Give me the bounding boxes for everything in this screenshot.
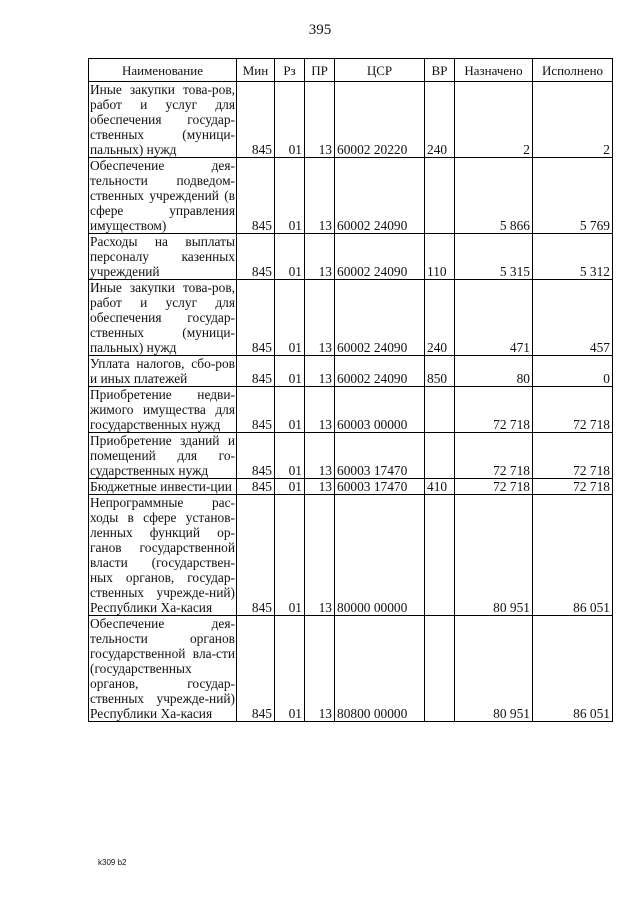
row-executed: 72 718: [533, 433, 613, 479]
row-min: 845: [237, 433, 275, 479]
row-rz: 01: [275, 356, 305, 387]
row-vr: 850: [425, 356, 455, 387]
row-pr: 13: [305, 495, 335, 616]
row-vr: 410: [425, 479, 455, 495]
row-executed: 5 312: [533, 234, 613, 280]
row-name: Уплата налогов, сбо-ров и иных платежей: [90, 356, 235, 386]
row-csr: 60002 24090: [335, 356, 425, 387]
row-csr: 60002 24090: [335, 234, 425, 280]
row-assigned: 471: [455, 280, 533, 356]
table-row: [89, 387, 613, 433]
row-csr: 60002 24090: [335, 158, 425, 234]
row-pr: 13: [305, 433, 335, 479]
table-row: [89, 616, 613, 722]
row-pr: 13: [305, 356, 335, 387]
header-min: Мин: [237, 59, 275, 82]
row-executed: 457: [533, 280, 613, 356]
row-executed: 5 769: [533, 158, 613, 234]
row-assigned: 72 718: [455, 479, 533, 495]
row-name: Иные закупки това-ров, работ и услуг для обеспечения государ-ственных (муници-пальных) нужд: [90, 82, 235, 157]
row-executed: 86 051: [533, 616, 613, 722]
row-pr: 13: [305, 616, 335, 722]
row-rz: 01: [275, 495, 305, 616]
budget-table: [88, 58, 613, 722]
header-rz: Рз: [275, 59, 305, 82]
row-rz: 01: [275, 234, 305, 280]
row-vr: 240: [425, 280, 455, 356]
table-row: [89, 158, 613, 234]
header-executed: Исполнено: [533, 59, 613, 82]
row-name: Бюджетные инвести-ции: [89, 479, 237, 495]
row-name: Иные закупки това-ров, работ и услуг для обеспечения государ-ственных (муници-пальных) нужд: [90, 280, 235, 355]
row-vr: [425, 158, 455, 234]
row-name: Расходы на выплаты персоналу казенных учреждений: [90, 234, 235, 279]
row-rz: 01: [275, 616, 305, 722]
row-executed: 72 718: [533, 479, 613, 495]
row-csr: 60002 20220: [335, 82, 425, 158]
row-name: Непрограммные рас-ходы в сфере установ-ленных функций ор-ганов государственной власти (государствен-ных органов, государ-ственных учрежде-ний) Республики Ха-касия: [90, 495, 235, 615]
table-header-row: [89, 59, 613, 82]
row-min: 845: [237, 495, 275, 616]
table-row: [89, 280, 613, 356]
row-assigned: 5 866: [455, 158, 533, 234]
row-csr: 60003 17470: [335, 479, 425, 495]
row-assigned: 2: [455, 82, 533, 158]
page-number: 395: [308, 22, 332, 38]
row-csr: 60003 00000: [335, 387, 425, 433]
row-assigned: 80: [455, 356, 533, 387]
row-rz: 01: [275, 82, 305, 158]
row-pr: 13: [305, 479, 335, 495]
row-min: 845: [237, 479, 275, 495]
table-row: [89, 82, 613, 158]
row-min: 845: [237, 82, 275, 158]
row-name: Приобретение зданий и помещений для го-сударственных нужд: [90, 433, 235, 478]
row-vr: [425, 616, 455, 722]
row-csr: 60002 24090: [335, 280, 425, 356]
row-pr: 13: [305, 82, 335, 158]
table-row: [89, 479, 613, 495]
row-vr: 240: [425, 82, 455, 158]
row-rz: 01: [275, 479, 305, 495]
header-assigned: Назначено: [455, 59, 533, 82]
row-assigned: 72 718: [455, 387, 533, 433]
header-name: Наименование: [89, 59, 237, 82]
row-name: Обеспечение дея-тельности подведом-ственных учреждений (в сфере управления имуществом): [90, 158, 235, 233]
row-pr: 13: [305, 158, 335, 234]
row-min: 845: [237, 387, 275, 433]
row-assigned: 80 951: [455, 495, 533, 616]
row-min: 845: [237, 234, 275, 280]
row-rz: 01: [275, 387, 305, 433]
row-min: 845: [237, 280, 275, 356]
table-row: [89, 234, 613, 280]
header-pr: ПР: [305, 59, 335, 82]
row-executed: 72 718: [533, 387, 613, 433]
row-vr: [425, 495, 455, 616]
row-name: Приобретение недви-жимого имущества для государственных нужд: [90, 387, 235, 432]
header-vr: ВР: [425, 59, 455, 82]
row-vr: [425, 387, 455, 433]
row-min: 845: [237, 158, 275, 234]
table-row: [89, 495, 613, 616]
row-name: Обеспечение дея-тельности органов государственной вла-сти (государственных органов, государ-ственных учрежде-ний) Республики Ха-касия: [90, 616, 235, 721]
row-csr: 80800 00000: [335, 616, 425, 722]
table-row: [89, 356, 613, 387]
row-pr: 13: [305, 234, 335, 280]
row-rz: 01: [275, 280, 305, 356]
row-executed: 86 051: [533, 495, 613, 616]
row-min: 845: [237, 356, 275, 387]
row-assigned: 72 718: [455, 433, 533, 479]
row-pr: 13: [305, 387, 335, 433]
table-row: [89, 433, 613, 479]
row-assigned: 5 315: [455, 234, 533, 280]
footer-code: k309 b2: [98, 858, 127, 867]
row-assigned: 80 951: [455, 616, 533, 722]
row-vr: [425, 433, 455, 479]
row-rz: 01: [275, 158, 305, 234]
row-csr: 80000 00000: [335, 495, 425, 616]
header-csr: ЦСР: [335, 59, 425, 82]
row-csr: 60003 17470: [335, 433, 425, 479]
row-rz: 01: [275, 433, 305, 479]
row-pr: 13: [305, 280, 335, 356]
row-vr: 110: [425, 234, 455, 280]
row-min: 845: [237, 616, 275, 722]
row-executed: 0: [533, 356, 613, 387]
row-executed: 2: [533, 82, 613, 158]
